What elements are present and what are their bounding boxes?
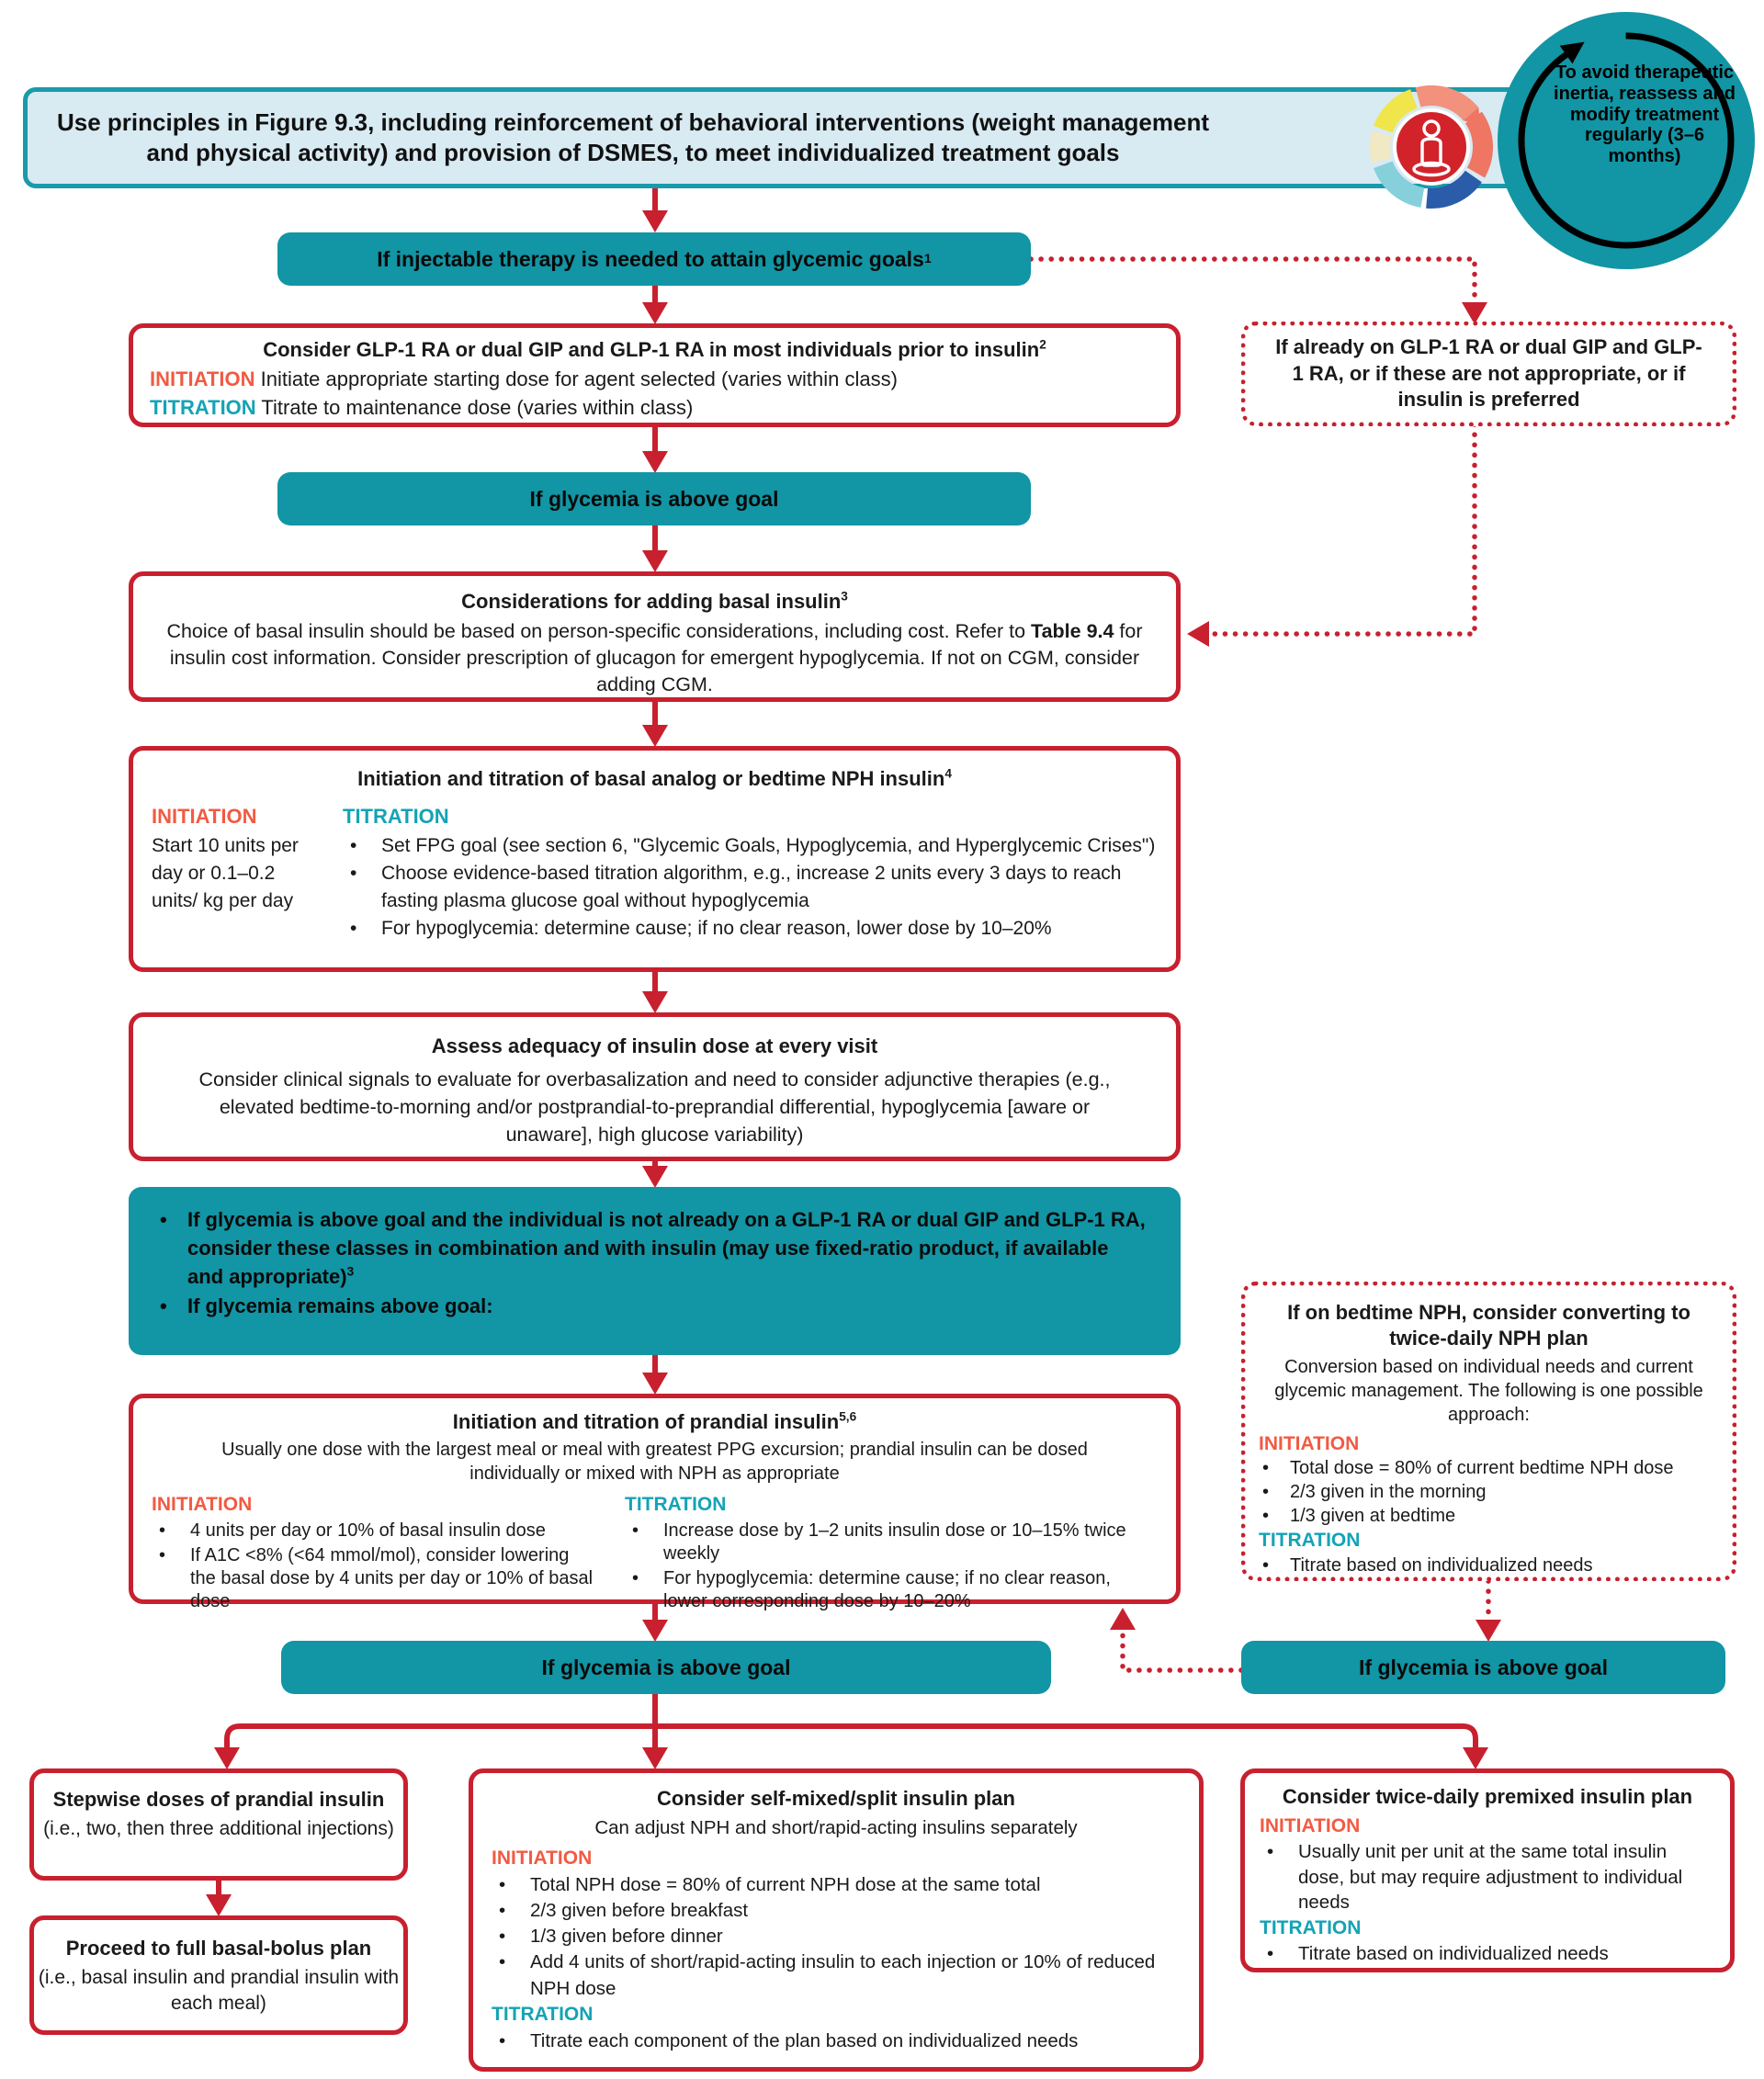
box-twice-daily-premixed-plan — [1240, 1768, 1735, 1972]
box-title: Consider GLP-1 RA or dual GIP and GLP-1 RA in most individuals prior to insulin$^2$ — [263, 337, 1046, 361]
box-title: Stepwise doses of prandial insulin — [52, 1788, 385, 1811]
bar-glycemia-above-goal-2: If glycemia is above goal — [281, 1641, 1051, 1694]
titration-label: TITRATION — [1259, 1530, 1361, 1552]
box-consider-glp1: Consider GLP-1 RA or dual GIP and GLP-1 RA in most individuals prior to insulin$^2$ INITIATION Initiate appropriate starting dose for agent selected (varies within class) TITRATION Titrate to maintenance dose (varies within class) — [129, 323, 1181, 427]
initiation-label: INITIATION — [152, 1494, 253, 1516]
list-item: • Usually unit per unit at the same total insulin dose, but may require adjustment to individual needs — [1267, 1841, 1683, 1914]
list-item: • For hypoglycemia: determine cause; if no clear reason, lower corresponding dose by 10–20% — [632, 1567, 1111, 1611]
list-item: • 2/3 given in the morning — [1262, 1482, 1487, 1503]
box-prandial-initiation-titration: Initiation and titration of prandial insulin$^{5,6}$ Usually one dose with the largest meal or meal with greatest PPG excursion; prandial insulin can be dosed individually or mixed with NPH as appropriate INITIATION • 4 units per day or 10% of basal insulin dose • If A1C <8% (<64 mmol/mol), consider lowering the basal dose by 4 units per day or 10% of basal dose TITRATION • Increase dose by 1–2 units insulin dose or 10–15% twice weekly • For hypoglycemia: determine cause; if no clear reason, lower corresponding dose by 10–20% — [129, 1394, 1181, 1604]
list-item: • If glycemia remains above goal: — [160, 1294, 493, 1317]
list-item: • Choose evidence-based titration algorithm, e.g., increase 2 units every 3 days to reach fasting plasma glucose goal without hypoglycemia — [350, 863, 1122, 912]
box-stepwise-prandial: Stepwise doses of prandial insulin (i.e., two, then three additional injections) — [29, 1768, 408, 1881]
initiation-label: INITIATION — [150, 367, 255, 391]
box-title: Consider twice-daily premixed insulin plan — [1282, 1785, 1693, 1808]
box-basal-considerations: Considerations for adding basal insulin$^3$ Choice of basal insulin should be based on person-specific considerations, including cost. Refer to Table 9.4 for insulin cost information. Consider prescription of glucagon for emergent hypoglycemia. If not on CGM, consider adding CGM. — [129, 571, 1181, 702]
list-item: • Total NPH dose = 80% of current NPH dose at the same total — [499, 1873, 1041, 1895]
list-item: • Titrate based on individualized needs — [1267, 1943, 1609, 1965]
box-title: Initiation and titration of basal analog or bedtime NPH insulin$^4$ — [357, 766, 952, 790]
list-item: • 2/3 given before breakfast — [499, 1899, 749, 1921]
list-item: • 1/3 given at bedtime — [1262, 1506, 1456, 1527]
bar-glycemia-above-goal-3: If glycemia is above goal — [1241, 1641, 1725, 1694]
box-assess-adequacy: Assess adequacy of insulin dose at every visit Consider clinical signals to evaluate for overbasalization and need to consider adjunctive therapies (e.g., elevated bedtime-to-morning and/or postprandial-to-preprandial differential, hypoglycemia [aware or unaware], high glucose variability) — [129, 1012, 1181, 1161]
list-item: • If A1C <8% (<64 mmol/mol), consider lowering the basal dose by 4 units per day or 10% of basal dose — [159, 1545, 594, 1611]
bar-injectable-therapy: If injectable therapy is needed to attain glycemic goals 1 — [277, 232, 1031, 286]
box-already-on-glp1: If already on GLP-1 RA or dual GIP and GLP-1 RA, or if these are not appropriate, or if insulin is preferred — [1241, 322, 1736, 426]
titration-label: TITRATION — [150, 395, 256, 419]
bar-glycemia-above-goal-1: If glycemia is above goal — [277, 472, 1031, 525]
box-self-mixed-split-plan: Consider self-mixed/split insulin plan Can adjust NPH and short/rapid-acting insulins separately INITIATION • Total NPH dose = 80% of current NPH dose at the same total • 2/3 given before breakfast • 1/3 given before dinner • Add 4 units of short/rapid-acting insulin to each injection or 10% of reduced NPH dose TITRATION • Titrate each component of the plan based on individualized needs — [469, 1768, 1204, 2072]
reassess-badge-text: To avoid therapeutic inertia, reassess and modify treatment regularly (3–6 months) — [1554, 62, 1736, 167]
box-title: Consider self-mixed/split insulin plan — [657, 1787, 1015, 1810]
box-title: If on bedtime NPH, consider converting to twice-daily NPH plan — [1287, 1301, 1690, 1350]
titration-label: TITRATION — [1260, 1917, 1362, 1939]
titration-label: TITRATION — [625, 1494, 727, 1516]
titration-label: TITRATION — [492, 2004, 594, 2026]
initiation-label: INITIATION — [1259, 1433, 1360, 1454]
banner-text: Use principles in Figure 9.3, including reinforcement of behavioral interventions (weight management and physical activity) and provision of DSMES, to meet individualized treatment goals — [56, 107, 1210, 166]
box-nph-conversion: If on bedtime NPH, consider converting to twice-daily NPH plan Conversion based on individual needs and current glycemic management. The following is one possible approach: INITIATION • Total dose = 80% of current bedtime NPH dose • 2/3 given in the morning • 1/3 given at bedtime TITRATION • Titrate based on individualized needs — [1241, 1282, 1736, 1581]
list-item: • 1/3 given before dinner — [499, 1926, 723, 1948]
list-item: • 4 units per day or 10% of basal insulin dose — [159, 1520, 546, 1542]
list-item: • Titrate based on individualized needs — [1262, 1554, 1593, 1576]
list-item: • Increase dose by 1–2 units insulin dose or 10–15% twice weekly — [632, 1520, 1126, 1565]
list-item: • Titrate each component of the plan based on individualized needs — [499, 2029, 1079, 2051]
list-item: • Set FPG goal (see section 6, "Glycemic Goals, Hypoglycemia, and Hyperglycemic Crises") — [350, 835, 1156, 857]
box-title: Considerations for adding basal insulin$^3$ — [461, 589, 848, 613]
list-item: • Add 4 units of short/rapid-acting insulin to each injection or 10% of reduced NPH dose — [499, 1951, 1156, 1999]
list-item: • For hypoglycemia: determine cause; if no clear reason, lower dose by 10–20% — [350, 917, 1052, 939]
box-basal-initiation-titration: Initiation and titration of basal analog or bedtime NPH insulin$^4$ INITIATION Start 10 units per day or 0.1–0.2 units/ kg per day TITRATION • Set FPG goal (see section 6, "Glycemic Goals, Hypoglycemia, and Hyperglycemic Crises") • Choose evidence-based titration algorithm, e.g., increase 2 units every 3 days to reach fasting plasma glucose goal without hypoglycemia • For hypoglycemia: determine cause; if no clear reason, lower dose by 10–20% — [129, 746, 1181, 972]
initiation-label: INITIATION — [1260, 1814, 1361, 1836]
titration-label: TITRATION — [343, 805, 449, 829]
list-item: • If glycemia is above goal and the individual is not already on a GLP-1 RA or dual GIP and GLP-1 RA, consider these classes in combination and with insulin (may use fixed-ratio product, if available and appropriate)$^3$ — [160, 1208, 1146, 1289]
initiation-label: INITIATION — [492, 1847, 593, 1869]
box-title: Proceed to full basal-bolus plan — [65, 1937, 372, 1960]
person-centered-cycle-icon — [1358, 73, 1505, 220]
box-title: Assess adequacy of insulin dose at every visit — [431, 1034, 878, 1057]
list-item: • Total dose = 80% of current bedtime NPH dose — [1262, 1458, 1674, 1479]
box-combination-note — [129, 1187, 1181, 1355]
box-title: Initiation and titration of prandial insulin$^{5,6}$ — [452, 1409, 857, 1433]
initiation-label: INITIATION — [152, 805, 257, 829]
top-banner — [23, 87, 1530, 188]
box-full-basal-bolus: Proceed to full basal-bolus plan (i.e., basal insulin and prandial insulin with each meal) — [29, 1915, 408, 2035]
